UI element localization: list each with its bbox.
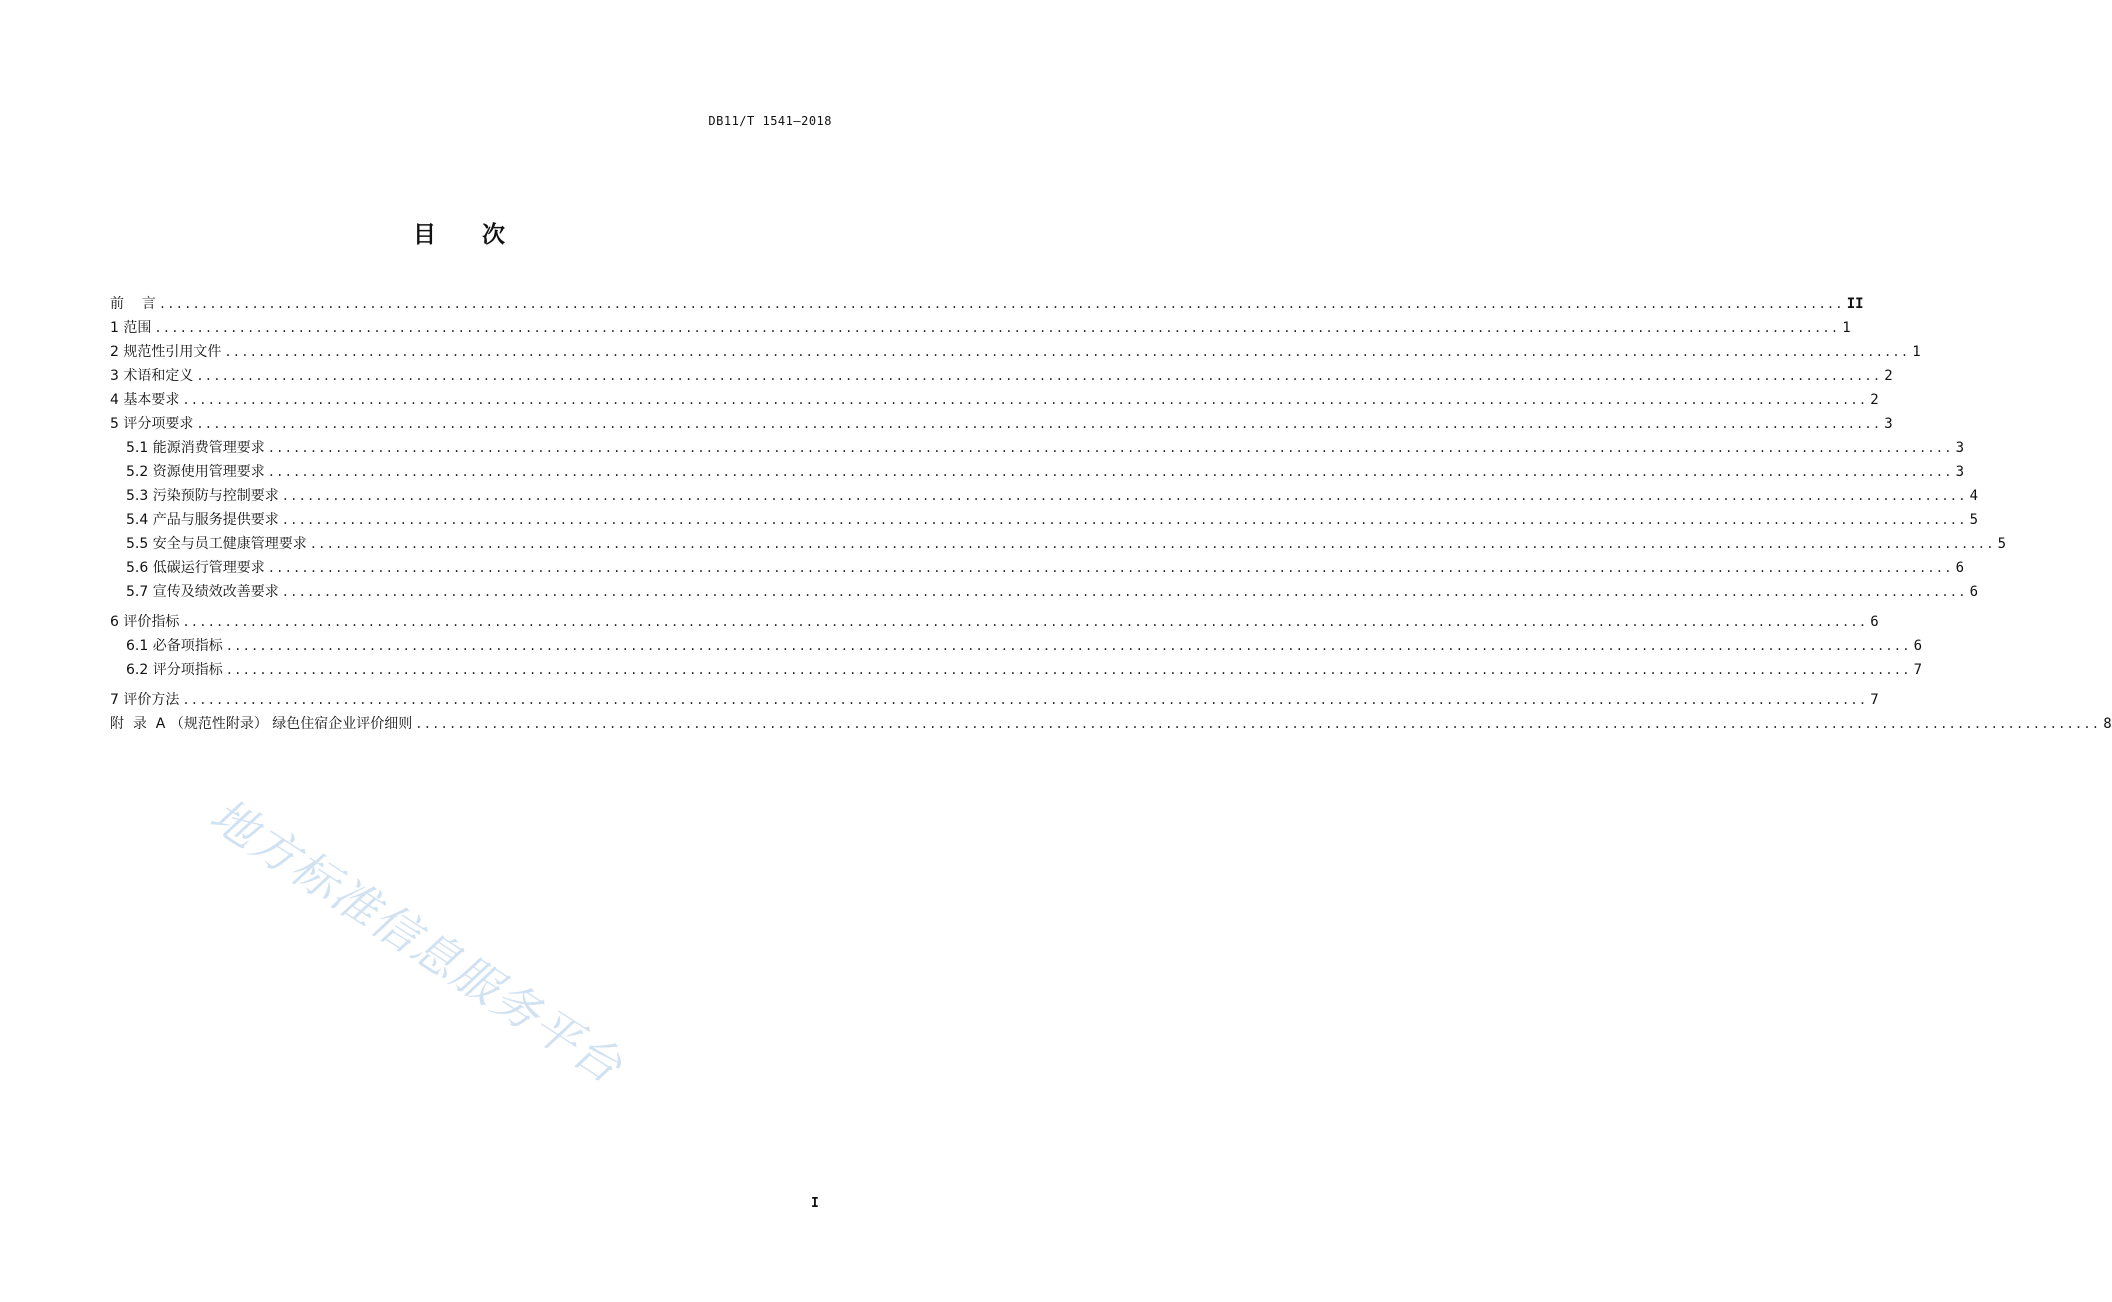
toc-entry-label: 5.2 资源使用管理要求	[126, 464, 265, 480]
title-char-1: 目	[413, 222, 438, 248]
toc-entry[interactable]	[110, 436, 1965, 460]
title-char-2: 次	[482, 222, 507, 248]
toc-entry-page: 4	[1969, 488, 1979, 504]
toc-entry-label: 5.4 产品与服务提供要求	[126, 512, 279, 528]
page-title	[0, 216, 920, 249]
toc-entry-label: 附 录 A （规范性附录） 绿色住宿企业评价细则	[110, 716, 413, 732]
toc-leader-dots: ........................................................................................................................................................................................................	[196, 417, 1882, 431]
toc-entry[interactable]	[110, 292, 1864, 316]
toc-entry-label: 6 评价指标	[110, 614, 180, 630]
toc-leader-dots: ........................................................................................................................................................................................................	[415, 717, 2101, 731]
toc-leader-dots: ........................................................................................................................................................................................................	[182, 693, 1868, 707]
toc-entry-page: 3	[1955, 464, 1965, 480]
toc-entry[interactable]	[110, 634, 1923, 658]
toc-entry-label: 5.5 安全与员工健康管理要求	[126, 536, 307, 552]
toc-leader-dots: ........................................................................................................................................................................................................	[281, 489, 1967, 503]
toc-entry[interactable]	[110, 484, 1979, 508]
toc-entry-page: 6	[1969, 584, 1979, 600]
toc-entry-page: 8	[2103, 716, 2112, 732]
toc-leader-dots: ........................................................................................................................................................................................................	[309, 537, 1995, 551]
standard-code: DB11/T 1541—2018	[708, 114, 832, 128]
toc-entry[interactable]	[110, 580, 1979, 604]
toc-leader-dots: ........................................................................................................................................................................................................	[182, 393, 1868, 407]
toc-entry-page: 7	[1870, 692, 1879, 708]
toc-leader-dots: ........................................................................................................................................................................................................	[281, 585, 1967, 599]
toc-entry[interactable]	[110, 412, 1893, 436]
toc-entry[interactable]	[110, 556, 1965, 580]
toc-entry-label: 5.7 宣传及绩效改善要求	[126, 584, 279, 600]
toc-entry-label: 5.1 能源消费管理要求	[126, 440, 265, 456]
toc-entry[interactable]	[110, 532, 2007, 556]
toc-entry-page: 6	[1955, 560, 1965, 576]
toc-leader-dots: ........................................................................................................................................................................................................	[224, 345, 1910, 359]
toc-entry-page: 7	[1913, 662, 1923, 678]
toc-entry-page: 2	[1884, 368, 1893, 384]
toc-entry[interactable]	[110, 688, 1879, 712]
watermark: 地方标准信息服务平台	[200, 787, 633, 1095]
toc-entry[interactable]	[110, 712, 2112, 736]
toc-entry-label: 5.3 污染预防与控制要求	[126, 488, 279, 504]
toc-entry-page: 1	[1842, 320, 1851, 336]
toc-entry[interactable]	[110, 460, 1965, 484]
toc-entry[interactable]	[110, 388, 1879, 412]
toc-leader-dots: ........................................................................................................................................................................................................	[267, 561, 1953, 575]
toc-leader-dots: ........................................................................................................................................................................................................	[281, 513, 1967, 527]
toc-entry-page: 5	[1997, 536, 2007, 552]
toc-entry-label: 5.6 低碳运行管理要求	[126, 560, 265, 576]
toc-leader-dots: ........................................................................................................................................................................................................	[225, 639, 1911, 653]
toc-entry-label: 1 范围	[110, 320, 152, 336]
toc-entry-page: 3	[1884, 416, 1893, 432]
toc-leader-dots: ........................................................................................................................................................................................................	[154, 321, 1840, 335]
toc-entry-label: 7 评价方法	[110, 692, 180, 708]
toc-entry-label: 3 术语和定义	[110, 368, 194, 384]
table-of-contents	[110, 292, 2112, 736]
toc-entry-page: 3	[1955, 440, 1965, 456]
toc-entry-page: II	[1846, 296, 1864, 312]
toc-entry-label: 5 评分项要求	[110, 416, 194, 432]
toc-entry-page: 1	[1912, 344, 1921, 360]
toc-entry-page: 6	[1870, 614, 1879, 630]
toc-leader-dots: ........................................................................................................................................................................................................	[196, 369, 1882, 383]
toc-entry[interactable]	[110, 340, 1921, 364]
toc-entry-label: 2 规范性引用文件	[110, 344, 222, 360]
page-number: I	[811, 1196, 819, 1211]
toc-entry-label: 6.1 必备项指标	[126, 638, 223, 654]
toc-entry-label: 前 言	[110, 296, 156, 312]
toc-entry[interactable]	[110, 610, 1879, 634]
toc-entry-page: 6	[1913, 638, 1923, 654]
toc-entry-label: 6.2 评分项指标	[126, 662, 223, 678]
toc-entry-label: 4 基本要求	[110, 392, 180, 408]
toc-entry[interactable]	[110, 364, 1893, 388]
toc-leader-dots: ........................................................................................................................................................................................................	[267, 441, 1953, 455]
toc-entry-page: 5	[1969, 512, 1979, 528]
toc-entry[interactable]	[110, 508, 1979, 532]
toc-entry[interactable]	[110, 658, 1923, 682]
toc-leader-dots: ........................................................................................................................................................................................................	[182, 615, 1868, 629]
toc-leader-dots: ........................................................................................................................................................................................................	[158, 297, 1844, 311]
toc-leader-dots: ........................................................................................................................................................................................................	[267, 465, 1953, 479]
toc-entry[interactable]	[110, 316, 1851, 340]
toc-leader-dots: ........................................................................................................................................................................................................	[225, 663, 1911, 677]
toc-entry-page: 2	[1870, 392, 1879, 408]
